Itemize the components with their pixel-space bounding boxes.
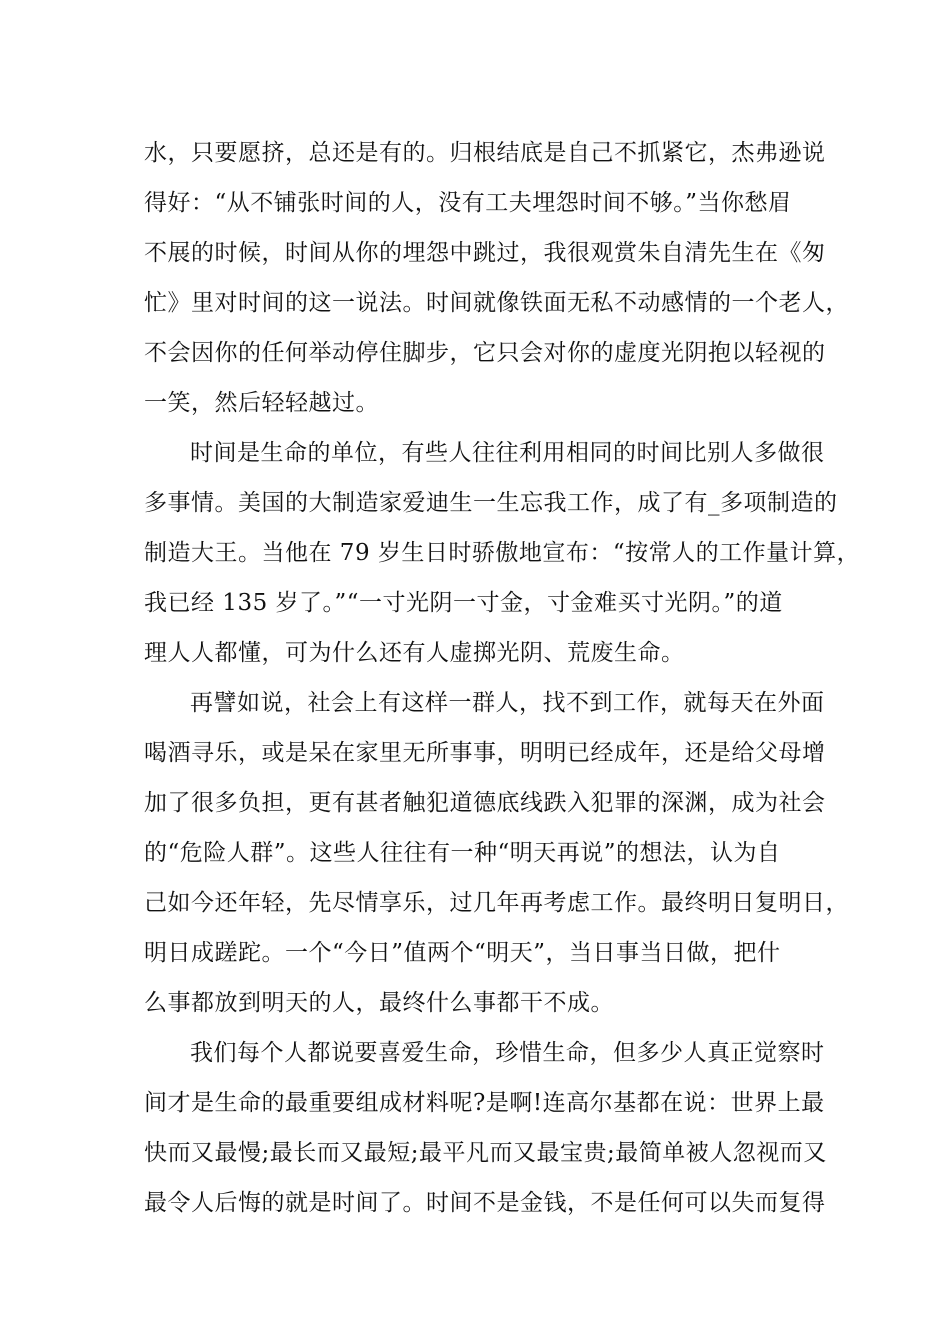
body-text xyxy=(144,128,861,1228)
text-line: 制造大王。当他在 79 岁生日时骄傲地宣布：“按常人的工作量计算， xyxy=(144,540,861,566)
text-line: 么事都放到明天的人，最终什么事都干不成。 xyxy=(144,990,614,1016)
text-line: 我已经 135 岁了。”“一寸光阴一寸金，寸金难买寸光阴。”的道 xyxy=(144,590,783,616)
text-line: 不会因你的任何举动停住脚步，它只会对你的虚度光阴抱以轻视的 xyxy=(144,340,826,366)
text-line: 不展的时候，时间从你的埋怨中跳过，我很观赏朱自清先生在《匆 xyxy=(144,240,826,266)
text-line: 时间是生命的单位，有些人往往利用相同的时间比别人多做很 xyxy=(190,440,825,466)
text-line: 快而又最慢;最长而又最短;最平凡而又最宝贵;最简单被人忽视而又 xyxy=(144,1140,827,1166)
text-line: 水，只要愿挤，总还是有的。归根结底是自己不抓紧它，杰弗逊说 xyxy=(144,140,826,166)
text-line: 喝酒寻乐，或是呆在家里无所事事，明明已经成年，还是给父母增 xyxy=(144,740,826,766)
text-line: 得好：“从不铺张时间的人，没有工夫埋怨时间不够。”当你愁眉 xyxy=(144,190,792,216)
text-line: 理人人都懂，可为什么还有人虚掷光阴、荒废生命。 xyxy=(144,640,685,666)
text-line: 间才是生命的最重要组成材料呢?是啊!连高尔基都在说：世界上最 xyxy=(144,1090,825,1116)
text-line: 一笑，然后轻轻越过。 xyxy=(144,390,379,416)
text-line: 我们每个人都说要喜爱生命，珍惜生命，但多少人真正觉察时 xyxy=(190,1040,825,1066)
text-line: 的“危险人群”。这些人往往有一种“明天再说”的想法，认为自 xyxy=(144,840,781,866)
text-line: 忙》里对时间的这一说法。时间就像铁面无私不动感情的一个老人， xyxy=(144,290,849,316)
text-line: 加了很多负担，更有甚者触犯道德底线跌入犯罪的深渊，成为社会 xyxy=(144,790,826,816)
text-line: 明日成蹉跎。一个“今日”值两个“明天”，当日事当日做，把什 xyxy=(144,940,781,966)
text-line: 最令人后悔的就是时间了。时间不是金钱，不是任何可以失而复得 xyxy=(144,1190,826,1216)
text-line: 再譬如说，社会上有这样一群人，找不到工作，就每天在外面 xyxy=(190,690,825,716)
text-line: 多事情。美国的大制造家爱迪生一生忘我工作，成了有_多项制造的 xyxy=(144,490,838,516)
text-line: 己如今还年轻，先尽情享乐，过几年再考虑工作。最终明日复明日， xyxy=(144,890,849,916)
